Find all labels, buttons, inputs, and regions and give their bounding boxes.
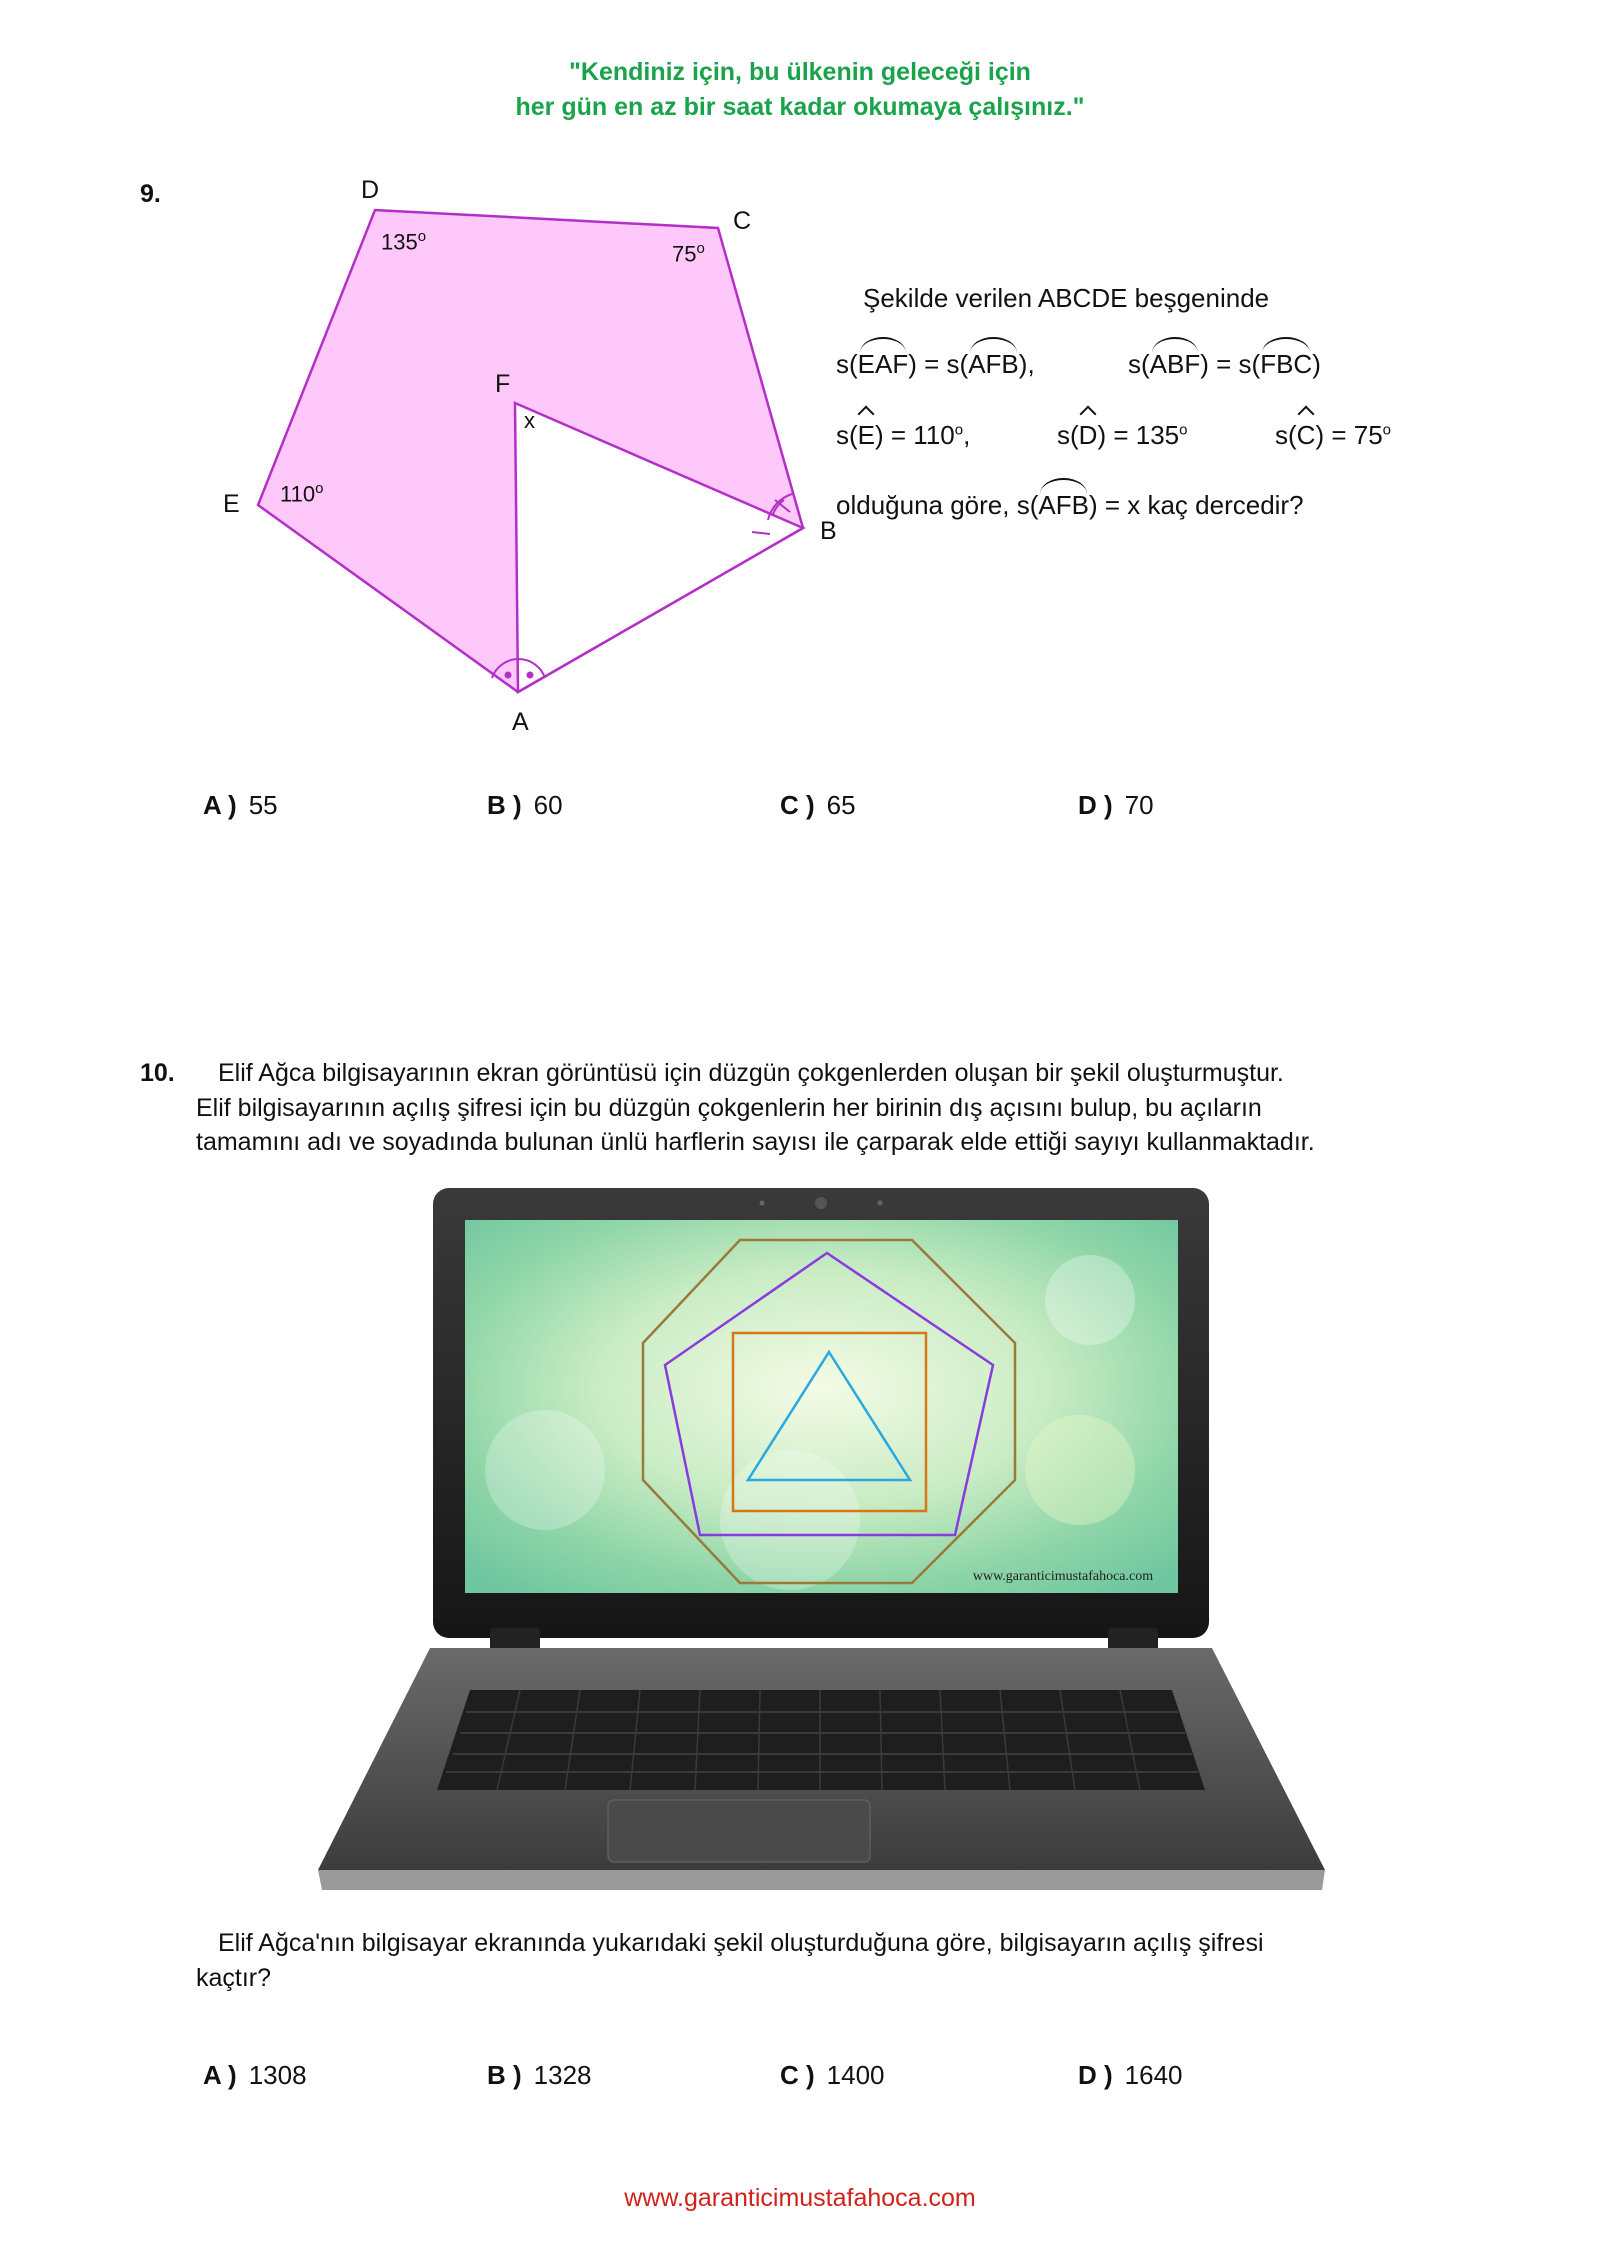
q9-option-a[interactable]: A ) 55: [203, 790, 278, 820]
vertex-label-a: A: [512, 708, 529, 736]
vertex-label-b: B: [820, 517, 837, 545]
screen-watermark: www.garanticimustafahoca.com: [972, 1569, 1154, 1584]
webcam-dot-right: [878, 1201, 883, 1206]
q10-option-b[interactable]: B ) 1328: [487, 2060, 592, 2090]
webcam: [815, 1197, 827, 1209]
q9-equation-1-left: s(EAF) = s(AFB),: [836, 349, 1035, 379]
q9-equation-e: $s(E) = 110^o$,: [836, 420, 971, 450]
webcam-dot-left: [760, 1201, 765, 1206]
footer-link[interactable]: www.garanticimustafahoca.com: [624, 2184, 976, 2212]
q9-intro: Şekilde verilen ABCDE beşgeninde: [863, 283, 1270, 313]
q10-question-line-1: Elif Ağca'nın bilgisayar ekranında yukarıdaki şekil oluşturduğuna göre, bilgisayarın açılış şifresi: [218, 1929, 1264, 1957]
q10-line-1: Elif Ağca bilgisayarının ekran görüntüsü için düzgün çokgenlerden oluşan bir şekil oluşturmuştur.: [218, 1059, 1284, 1087]
motto-line-1: "Kendiniz için, bu ülkenin geleceği için: [569, 58, 1031, 86]
q10-line-2: Elif bilgisayarının açılış şifresi için bu düzgün çokgenlerin her birinin dış açısını bulup, bu açıların: [196, 1094, 1262, 1122]
angle-label-c: 75$^o$: [672, 240, 705, 267]
q10-option-d[interactable]: D ) 1640: [1078, 2060, 1183, 2090]
motto-line-2: her gün en az bir saat kadar okumaya çalışınız.": [515, 93, 1085, 121]
keyboard: [437, 1690, 1205, 1790]
vertex-label-d: D: [361, 176, 380, 204]
pentagon-figure: [200, 160, 860, 760]
angle-label-e: 110$^o$: [280, 480, 324, 507]
touchpad: [608, 1800, 870, 1862]
q10-option-a[interactable]: A ) 1308: [203, 2060, 307, 2090]
q10-question-line-2: kaçtır?: [196, 1964, 272, 1992]
angle-label-d: 135$^o$: [381, 228, 427, 255]
q9-option-c[interactable]: C ) 65: [780, 790, 856, 820]
q9-question: olduğuna göre, s(AFB) = x kaç dercedir?: [836, 490, 1304, 520]
vertex-label-f: F: [495, 370, 511, 398]
q10-line-3: tamamını adı ve soyadında bulunan ünlü harflerin sayısı ile çarparak elde ettiği sayıyı kullanmaktadır.: [196, 1128, 1315, 1156]
angle-dot-a-right: [527, 672, 534, 679]
q9-equation-1-right: s(ABF) = s(FBC): [1128, 349, 1321, 379]
vertex-label-c: C: [733, 207, 752, 235]
q9-equation-d: $s(D) = 135^o$: [1057, 420, 1188, 450]
question-10-number: 10.: [140, 1059, 175, 1087]
vertex-label-e: E: [223, 490, 240, 518]
q9-equation-c: $s(C) = 75^o$: [1275, 420, 1392, 450]
angle-dot-a-left: [505, 672, 512, 679]
q9-option-b[interactable]: B ) 60: [487, 790, 563, 820]
q9-option-d[interactable]: D ) 70: [1078, 790, 1154, 820]
question-9-number: 9.: [140, 180, 161, 208]
q10-option-c[interactable]: C ) 1400: [780, 2060, 885, 2090]
laptop-base-edge: [318, 1870, 1325, 1890]
angle-label-x: x: [524, 408, 535, 433]
laptop-image: [310, 1180, 1330, 1900]
